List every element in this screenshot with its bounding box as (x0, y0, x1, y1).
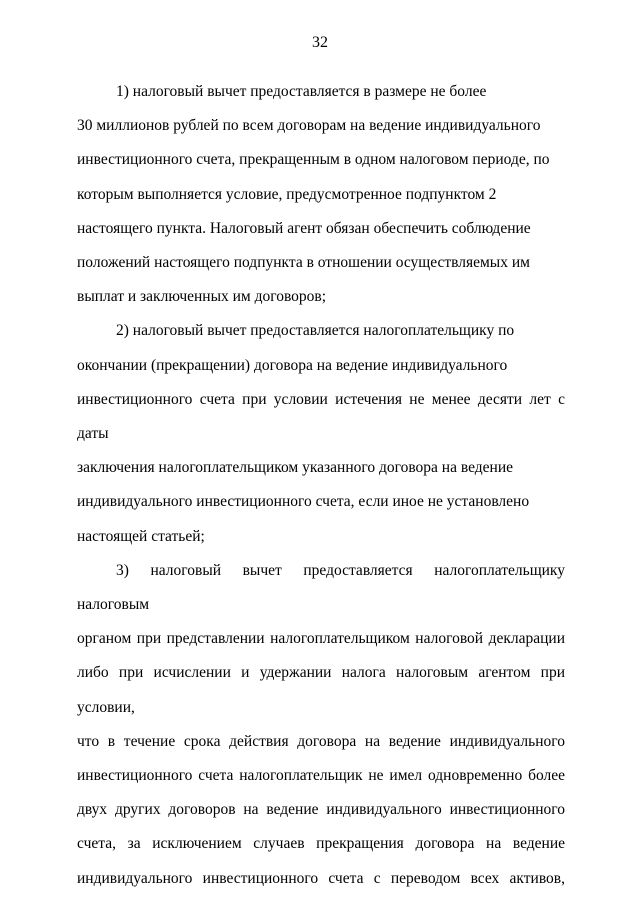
paragraph-item-3: 3) налоговый вычет предоставляется налогоплательщику налоговым органом при представлении налогоплательщиком налоговой декларации либо при исчислении и удержании налога налоговым агентом при условии, что в течение срока действия договора на ведение индивидуального инвестиционного счета налогоплательщик не имел одновременно более двух других договоров на ведение индивидуального инвестиционного счета, за исключением случаев прекращения договора на ведение индивидуального инвестиционного счета с переводом всех активов, (77, 561, 565, 887)
paragraph-item-2: 2) налоговый вычет предоставляется налогоплательщику по окончании (прекращении) договора на ведение индивидуального инвестиционного счета при условии истечения не менее десяти лет с даты заключения налогоплательщиком указанного договора на ведение индивидуального инвестиционного счета, если иное не установлено настоящей статьей; (77, 322, 565, 545)
page-number: 32 (312, 34, 328, 51)
document-body (77, 75, 565, 896)
paragraph-item-1: 1) налоговый вычет предоставляется в размере не более 30 миллионов рублей по всем договорам на ведение индивидуального инвестиционного счета, прекращенным в одном налоговом периоде, по которым выполняется условие, предусмотренное подпунктом 2 настоящего пункта. Налоговый агент обязан обеспечить соблюдение положений настоящего подпункта в отношении осуществляемых им выплат и заключенных им договоров; (77, 83, 550, 306)
